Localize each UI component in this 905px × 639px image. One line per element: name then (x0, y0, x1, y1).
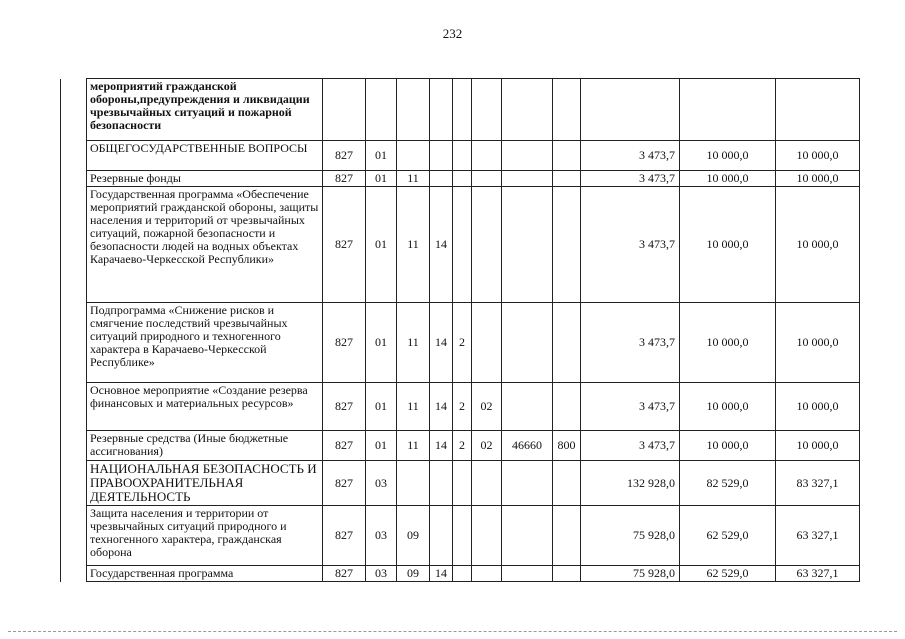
cell-direction (502, 461, 553, 506)
cell-direction (502, 566, 553, 582)
cell-subprogram (453, 141, 472, 171)
cell-program (430, 461, 453, 506)
row-stub-cell (61, 431, 87, 461)
row-stub-cell (61, 383, 87, 431)
cell-main-measure (472, 303, 502, 383)
cell-amount-2: 10 000,0 (680, 431, 776, 461)
cell-section: 01 (366, 187, 397, 303)
table-row (61, 383, 860, 431)
cell-amount-1: 3 473,7 (581, 141, 680, 171)
cell-program (430, 506, 453, 566)
cell-expense-type (553, 187, 581, 303)
cell-expense-type (553, 303, 581, 383)
cell-main-measure (472, 171, 502, 187)
cell-amount-1: 132 928,0 (581, 461, 680, 506)
cell-program (430, 171, 453, 187)
cell-subprogram (453, 566, 472, 582)
cell-direction (502, 303, 553, 383)
cell-item-name: ОБЩЕГОСУДАРСТВЕННЫЕ ВОПРОСЫ (87, 141, 323, 171)
cell-direction (502, 171, 553, 187)
cell-code: 827 (323, 171, 366, 187)
cell-subsection (397, 461, 430, 506)
table-row (61, 187, 860, 303)
cell-code: 827 (323, 431, 366, 461)
cell-code: 827 (323, 566, 366, 582)
table-row (61, 461, 860, 506)
cell-code: 827 (323, 506, 366, 566)
cell-main-measure (472, 79, 502, 141)
cell-amount-3: 63 327,1 (776, 566, 860, 582)
cell-amount-3 (776, 79, 860, 141)
cell-subsection: 09 (397, 566, 430, 582)
cell-item-name: Защита населения и территории от чрезвычайных ситуаций природного и техногенного характера, гражданская оборона (87, 506, 323, 566)
cell-amount-2: 10 000,0 (680, 141, 776, 171)
cell-amount-3: 10 000,0 (776, 141, 860, 171)
table-row (61, 303, 860, 383)
cell-program (430, 141, 453, 171)
cell-subprogram (453, 506, 472, 566)
cell-direction (502, 506, 553, 566)
cell-amount-2: 82 529,0 (680, 461, 776, 506)
cell-direction (502, 383, 553, 431)
cell-item-name: Резервные средства (Иные бюджетные ассигнования) (87, 431, 323, 461)
cell-amount-3: 10 000,0 (776, 171, 860, 187)
cell-main-measure (472, 187, 502, 303)
cell-expense-type: 800 (553, 431, 581, 461)
cell-amount-1: 3 473,7 (581, 303, 680, 383)
cell-program: 14 (430, 431, 453, 461)
cell-amount-3: 63 327,1 (776, 506, 860, 566)
row-stub-cell (61, 141, 87, 171)
cell-program: 14 (430, 187, 453, 303)
cell-amount-1 (581, 79, 680, 141)
budget-table-container (60, 78, 860, 582)
cell-direction (502, 187, 553, 303)
cell-program (430, 79, 453, 141)
cell-amount-2: 10 000,0 (680, 383, 776, 431)
row-stub-cell (61, 171, 87, 187)
table-row (61, 506, 860, 566)
cell-expense-type (553, 171, 581, 187)
cell-subsection: 11 (397, 383, 430, 431)
cell-item-name: Подпрограмма «Снижение рисков и смягчение последствий чрезвычайных ситуаций природного и техногенного характера в Карачаево-Черкесской Республике» (87, 303, 323, 383)
cell-code (323, 79, 366, 141)
cell-code: 827 (323, 303, 366, 383)
table-row (61, 141, 860, 171)
cell-subsection: 11 (397, 303, 430, 383)
row-stub-cell (61, 303, 87, 383)
cell-expense-type (553, 506, 581, 566)
cell-amount-1: 3 473,7 (581, 383, 680, 431)
cell-expense-type (553, 566, 581, 582)
cell-amount-3: 83 327,1 (776, 461, 860, 506)
cell-expense-type (553, 461, 581, 506)
cell-amount-3: 10 000,0 (776, 383, 860, 431)
cell-subprogram (453, 171, 472, 187)
row-stub-cell (61, 187, 87, 303)
cell-subsection (397, 79, 430, 141)
cell-direction (502, 79, 553, 141)
cell-code: 827 (323, 383, 366, 431)
cell-amount-2: 62 529,0 (680, 506, 776, 566)
row-stub-cell (61, 566, 87, 582)
cell-main-measure (472, 506, 502, 566)
cell-subsection: 11 (397, 431, 430, 461)
cell-amount-3: 10 000,0 (776, 431, 860, 461)
cell-code: 827 (323, 461, 366, 506)
cell-program: 14 (430, 566, 453, 582)
cell-item-name: НАЦИОНАЛЬНАЯ БЕЗОПАСНОСТЬ И ПРАВООХРАНИТЕЛЬНАЯ ДЕЯТЕЛЬНОСТЬ (87, 461, 323, 506)
cell-main-measure (472, 461, 502, 506)
cell-main-measure (472, 566, 502, 582)
cell-main-measure: 02 (472, 383, 502, 431)
cell-expense-type (553, 383, 581, 431)
row-stub-cell (61, 461, 87, 506)
cell-subsection: 11 (397, 171, 430, 187)
cell-item-name: Государственная программа (87, 566, 323, 582)
cell-code: 827 (323, 187, 366, 303)
cell-amount-2: 10 000,0 (680, 303, 776, 383)
cell-amount-1: 3 473,7 (581, 187, 680, 303)
cell-section: 01 (366, 383, 397, 431)
page-number: 232 (442, 26, 463, 41)
budget-table (60, 78, 860, 582)
cell-subsection: 09 (397, 506, 430, 566)
table-row (61, 171, 860, 187)
cell-amount-2: 10 000,0 (680, 187, 776, 303)
cell-subprogram: 2 (453, 303, 472, 383)
cell-subprogram: 2 (453, 383, 472, 431)
cell-amount-1: 75 928,0 (581, 566, 680, 582)
cell-direction (502, 141, 553, 171)
cell-expense-type (553, 141, 581, 171)
cell-code: 827 (323, 141, 366, 171)
cell-main-measure (472, 141, 502, 171)
cell-amount-2 (680, 79, 776, 141)
cell-amount-3: 10 000,0 (776, 187, 860, 303)
cell-item-name: Резервные фонды (87, 171, 323, 187)
cell-subprogram (453, 461, 472, 506)
cell-section: 01 (366, 141, 397, 171)
cell-section: 01 (366, 171, 397, 187)
cell-amount-1: 3 473,7 (581, 431, 680, 461)
cell-section: 03 (366, 461, 397, 506)
row-stub-cell (61, 506, 87, 566)
cell-item-name: мероприятий гражданской обороны,предупреждения и ликвидации чрезвычайных ситуаций и пожарной безопасности (87, 79, 323, 141)
cell-section: 01 (366, 431, 397, 461)
cell-section: 03 (366, 566, 397, 582)
cell-program: 14 (430, 303, 453, 383)
cell-item-name: Государственная программа «Обеспечение мероприятий гражданской обороны, защиты населения и территорий от чрезвычайных ситуаций, пожарной безопасности и безопасности людей на водных объектах Карачаево-Черкесской Республики» (87, 187, 323, 303)
cell-amount-2: 62 529,0 (680, 566, 776, 582)
cell-section (366, 79, 397, 141)
cell-direction: 46660 (502, 431, 553, 461)
cell-subprogram (453, 79, 472, 141)
cell-program: 14 (430, 383, 453, 431)
cell-main-measure: 02 (472, 431, 502, 461)
cell-subprogram (453, 187, 472, 303)
cell-subsection (397, 141, 430, 171)
cell-expense-type (553, 79, 581, 141)
cell-subprogram: 2 (453, 431, 472, 461)
table-row (61, 566, 860, 582)
cell-amount-1: 3 473,7 (581, 171, 680, 187)
cell-amount-3: 10 000,0 (776, 303, 860, 383)
cell-amount-2: 10 000,0 (680, 171, 776, 187)
cell-section: 01 (366, 303, 397, 383)
cell-section: 03 (366, 506, 397, 566)
table-row (61, 79, 860, 141)
page-bottom-rule (8, 631, 897, 632)
cell-amount-1: 75 928,0 (581, 506, 680, 566)
table-row (61, 431, 860, 461)
cell-subsection: 11 (397, 187, 430, 303)
cell-item-name: Основное мероприятие «Создание резерва финансовых и материальных ресурсов» (87, 383, 323, 431)
row-stub-cell (61, 79, 87, 141)
